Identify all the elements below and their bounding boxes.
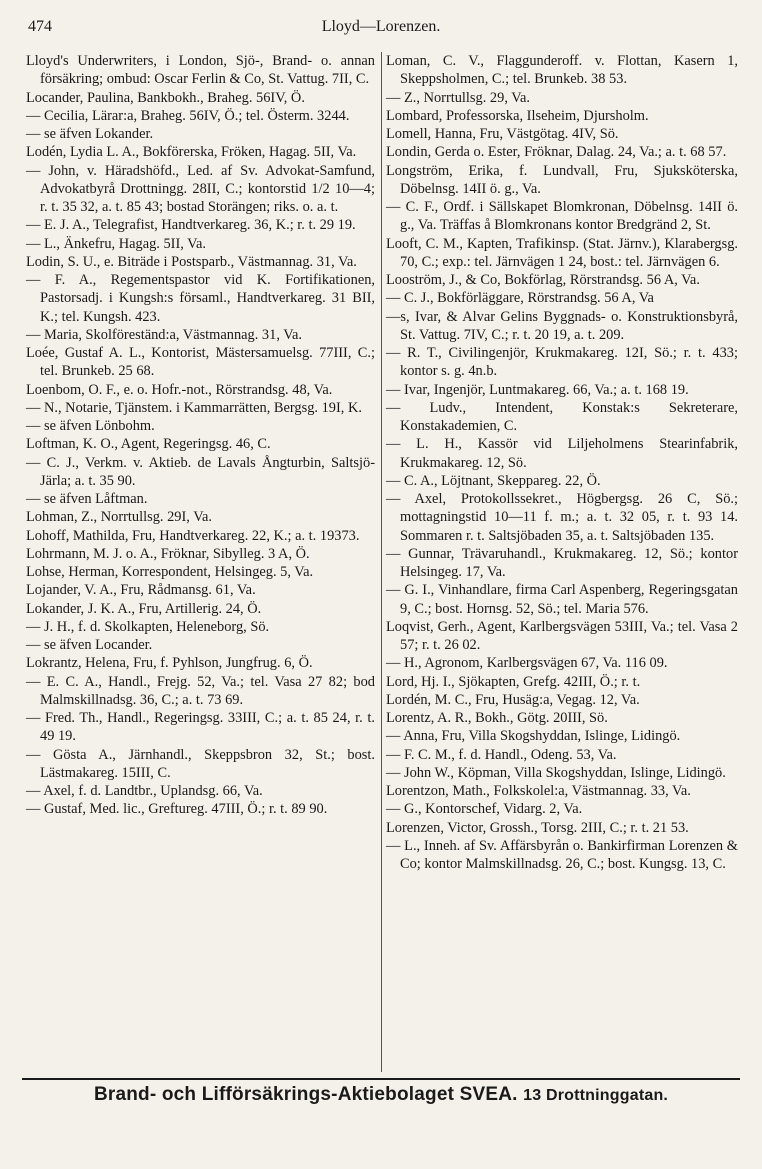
directory-entry: Lohman, Z., Norrtullsg. 29I, Va.	[26, 509, 212, 526]
directory-entry: —s, Ivar, & Alvar Gelins Byggnads- o. Konstruktionsbyrå, St. Vattug. 7IV, C.; r. t. 20 19, a. t. 209.	[386, 308, 738, 343]
directory-entry: — N., Notarie, Tjänstem. i Kammarrätten, Bergsg. 19I, K.	[26, 399, 362, 416]
directory-entry: — E. J. A., Telegrafist, Handtverkareg. 36, K.; r. t. 29 19.	[26, 217, 356, 234]
left-column	[26, 52, 382, 1072]
directory-entry: Longström, Erika, f. Lundvall, Fru, Sjuksköterska, Döbelnsg. 14II ö. g., Va.	[386, 162, 738, 197]
right-column	[382, 52, 738, 1072]
directory-entry: — C. F., Ordf. i Sällskapet Blomkronan, Döbelnsg. 14II ö. g., Va. Träffas å Blomkronans kontor Bredgränd 2, St.	[386, 199, 738, 234]
directory-entry: Lokander, J. K. A., Fru, Artillerig. 24, Ö.	[26, 600, 262, 617]
directory-entry: Loée, Gustaf A. L., Kontorist, Mästersamuelsg. 77III, C.; tel. Brunkeb. 25 68.	[26, 345, 375, 380]
directory-entry: Loman, C. V., Flaggunderoff. v. Flottan, Kasern 1, Skeppsholmen, C.; tel. Brunkeb. 38 53.	[386, 53, 738, 88]
directory-entry: — Maria, Skolföreständ:a, Västmannag. 31, Va.	[26, 326, 303, 343]
directory-entry: Lloyd's Underwriters, i London, Sjö-, Brand- o. annan försäkring; ombud: Oscar Ferlin & Co, St. Vattug. 7II, C.	[26, 53, 375, 88]
directory-entry: — E. C. A., Handl., Frejg. 52, Va.; tel. Vasa 27 82; bod Malmskillnadsg. 36, C.; a. t. 73 69.	[26, 673, 375, 708]
directory-entry: — C. J., Bokförläggare, Rörstrandsg. 56 A, Va	[386, 290, 654, 307]
directory-entry: — se äfven Lokander.	[26, 126, 154, 142]
directory-entry: — Fred. Th., Handl., Regeringsg. 33III, C.; a. t. 85 24, r. t. 49 19.	[26, 710, 375, 745]
directory-entry: — Z., Norrtullsg. 29, Va.	[386, 89, 531, 106]
directory-entry: — se äfven Locander.	[26, 637, 153, 653]
directory-entry: Londin, Gerda o. Ester, Fröknar, Dalag. 24, Va.; a. t. 68 57.	[386, 144, 727, 161]
directory-entry: — F. C. M., f. d. Handl., Odeng. 53, Va.	[386, 746, 617, 763]
directory-entry: — se äfven Låftman.	[26, 491, 148, 507]
directory-entry: Lombard, Professorska, Ilseheim, Djursholm.	[386, 107, 649, 124]
directory-entry: — C. A., Löjtnant, Skeppareg. 22, Ö.	[386, 472, 601, 489]
directory-entry: Locander, Paulina, Bankbokh., Braheg. 56IV, Ö.	[26, 89, 305, 106]
directory-entry: Lohrmann, M. J. o. A., Fröknar, Sibylleg. 3 A, Ö.	[26, 545, 310, 562]
directory-entry: — John W., Köpman, Villa Skogshyddan, Islinge, Lidingö.	[386, 764, 726, 781]
directory-entry: Looft, C. M., Kapten, Trafikinsp. (Stat. Järnv.), Klarabergsg. 70, C.; exp.: tel. Järnvägen 1 24, bost.: tel. Järnvägen 6.	[386, 235, 738, 270]
directory-entry: Lohoff, Mathilda, Fru, Handtverkareg. 22, K.; a. t. 19373.	[26, 527, 360, 544]
directory-entry: — L., Änkefru, Hagag. 5II, Va.	[26, 235, 206, 252]
advert-address: 13 Drottninggatan.	[523, 1087, 669, 1104]
footer-advert	[0, 1084, 762, 1106]
directory-entry: — Gunnar, Trävaruhandl., Krukmakareg. 12, Sö.; kontor Helsingeg. 17, Va.	[386, 545, 738, 580]
directory-entry: — Axel, Protokollssekret., Högbergsg. 26 C, Sö.; mottagningstid 10—11 f. m.; a. t. 32 05, r. t. 93 14. Sommaren r. t. Saltsjöbaden 35, a. t. Saltsjöbaden 135.	[386, 491, 738, 544]
directory-entry: — H., Agronom, Karlbergsvägen 67, Va. 116 09.	[386, 655, 668, 672]
directory-entry: Lodin, S. U., e. Biträde i Postsparb., Västmannag. 31, Va.	[26, 253, 357, 270]
directory-entry: — F. A., Regementspastor vid K. Fortifikationen, Pastorsadj. i Kungsh:s församl., Handtverkareg. 31 BII, K.; tel. Kungsh. 423.	[26, 272, 375, 325]
running-head: Lloyd—Lorenzen.	[321, 18, 441, 35]
directory-entry: Lokrantz, Helena, Fru, f. Pyhlson, Jungfrug. 6, Ö.	[26, 655, 313, 672]
directory-entry: Lordén, M. C., Fru, Husäg:a, Vegag. 12, Va.	[386, 691, 640, 708]
directory-entry: — Cecilia, Lärar:a, Braheg. 56IV, Ö.; tel. Österm. 3244.	[26, 107, 350, 124]
directory-entry: — se äfven Lönbohm.	[26, 418, 155, 434]
directory-entry: Lomell, Hanna, Fru, Västgötag. 4IV, Sö.	[386, 126, 619, 142]
footer-rule	[22, 1078, 740, 1080]
directory-entry: Looström, J., & Co, Bokförlag, Rörstrandsg. 56 A, Va.	[386, 272, 700, 288]
directory-entry: — L. H., Kassör vid Liljeholmens Stearinfabrik, Krukmakareg. 12, Sö.	[386, 436, 738, 471]
directory-entry: Lodén, Lydia L. A., Bokförerska, Fröken, Hagag. 5II, Va.	[26, 144, 357, 161]
directory-entry: Lohse, Herman, Korrespondent, Helsingeg. 5, Va.	[26, 564, 314, 580]
page-header	[28, 18, 734, 40]
directory-columns	[26, 52, 738, 1072]
directory-entry: — Gösta A., Järnhandl., Skeppsbron 32, St.; bost. Lästmakareg. 15III, C.	[26, 746, 375, 781]
directory-entry: — L., Inneh. af Sv. Affärsbyrån o. Bankirfirman Lorenzen & Co; kontor Malmskillnadsg. 26, C.; bost. Kungsg. 13, C.	[386, 837, 738, 872]
directory-entry: Lord, Hj. I., Sjökapten, Grefg. 42III, Ö.; r. t.	[386, 673, 641, 690]
directory-entry: Lorentz, A. R., Bokh., Götg. 20III, Sö.	[386, 710, 608, 726]
advert-text: Brand- och Lifförsäkrings-Aktiebolaget SVEA.	[93, 1084, 518, 1105]
directory-entry: Lorentzon, Math., Folkskolel:a, Västmannag. 33, Va.	[386, 783, 691, 799]
directory-entry: Lorenzen, Victor, Grossh., Torsg. 2III, C.; r. t. 21 53.	[386, 819, 689, 836]
directory-entry: Loftman, K. O., Agent, Regeringsg. 46, C.	[26, 436, 271, 453]
directory-entry: — C. J., Verkm. v. Aktieb. de Lavals Ångturbin, Saltsjö-Järla; a. t. 35 90.	[26, 454, 375, 489]
directory-entry: — Anna, Fru, Villa Skogshyddan, Islinge, Lidingö.	[386, 728, 681, 745]
directory-entry: — John, v. Häradshöfd., Led. af Sv. Advokat-Samfund, Advokatbyrå Drottningg. 28II, C.; kontorstid 1/2 10—4; r. t. 35 32, a. t. 85 43; bostad Storängen; riks. o. a. t.	[26, 162, 375, 215]
page-number: 474	[28, 18, 52, 35]
directory-entry: — J. H., f. d. Skolkapten, Heleneborg, Sö.	[26, 618, 270, 635]
directory-entry: — G., Kontorschef, Vidarg. 2, Va.	[386, 801, 583, 818]
directory-entry: — Gustaf, Med. lic., Greftureg. 47III, Ö.; r. t. 89 90.	[26, 801, 328, 818]
directory-entry: Loqvist, Gerh., Agent, Karlbergsvägen 53III, Va.; tel. Vasa 2 57; r. t. 26 02.	[386, 618, 738, 653]
directory-entry: — Ivar, Ingenjör, Luntmakareg. 66, Va.; a. t. 168 19.	[386, 381, 689, 398]
directory-entry: — Ludv., Intendent, Konstak:s Sekreterare, Konstakademien, C.	[386, 399, 738, 434]
directory-entry: — Axel, f. d. Landtbr., Uplandsg. 66, Va.	[26, 783, 263, 799]
directory-entry: Loenbom, O. F., e. o. Hofr.-not., Rörstrandsg. 48, Va.	[26, 381, 333, 398]
directory-entry: — R. T., Civilingenjör, Krukmakareg. 12I, Sö.; r. t. 433; kontor s. g. 4n.b.	[386, 345, 738, 380]
directory-entry: Lojander, V. A., Fru, Rådmansg. 61, Va.	[26, 582, 256, 599]
directory-entry: — G. I., Vinhandlare, firma Carl Aspenberg, Regeringsgatan 9, C.; bost. Hornsg. 52, Sö.; tel. Maria 576.	[386, 582, 738, 617]
